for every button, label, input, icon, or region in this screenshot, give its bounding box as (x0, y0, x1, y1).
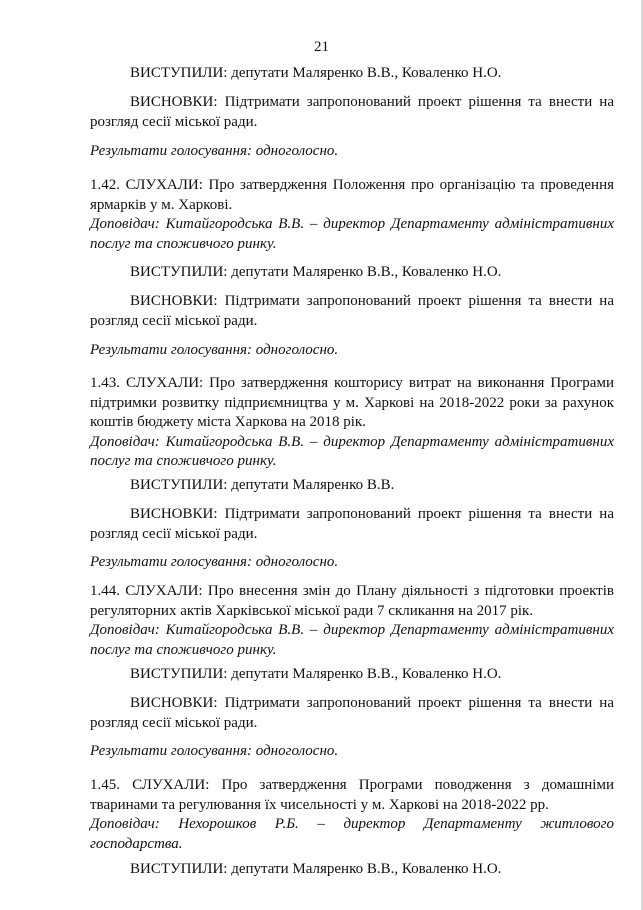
conclusions-paragraph (90, 93, 614, 132)
speakers-text: ВИСТУПИЛИ: депутати Маляренко В.В., Коваленко Н.О. (130, 666, 502, 682)
agenda-item-1-42 (90, 176, 614, 254)
heard-line: 1.42. СЛУХАЛИ: Про затвердження Положення про організацію та проведення (90, 177, 614, 193)
speakers-text: ВИСТУПИЛИ: депутати Маляренко В.В., Коваленко Н.О. (130, 264, 502, 280)
conclusions-paragraph (90, 292, 614, 331)
speakers-line (90, 263, 614, 283)
heard-line: тваринами та регулювання їх чисельності у м. Харкові на 2018-2022 рр. (90, 796, 549, 813)
voting-results-text: Результати голосування: одноголосно. (90, 342, 339, 358)
voting-results-text: Результати голосування: одноголосно. (90, 743, 339, 759)
speakers-line (90, 665, 614, 685)
heard-line: підтримки розвитку підприємництва у м. Харкові на 2018-2022 роки за рахунок (90, 394, 614, 411)
speakers-line (90, 64, 614, 84)
reporter-line: послуг та споживчого ринку. (90, 453, 277, 469)
speakers-line (90, 860, 614, 880)
reporter-line: Доповідач: Китайгородська В.В. – директор Департаменту адміністративних (90, 433, 614, 450)
heard-line: 1.45. СЛУХАЛИ: Про затвердження Програми поводження з домашніми (90, 777, 614, 793)
conclusions-line: ВИСНОВКИ: Підтримати запропонований проект рішення та внести на (130, 94, 614, 110)
conclusions-paragraph (90, 694, 614, 733)
voting-results-text: Результати голосування: одноголосно. (90, 554, 339, 570)
conclusions-line: ВИСНОВКИ: Підтримати запропонований проект рішення та внести на (130, 506, 614, 522)
speakers-text: ВИСТУПИЛИ: депутати Маляренко В.В., Коваленко Н.О. (130, 65, 502, 81)
heard-line: регуляторних актів Харківської міської ради 7 скликання на 2017 рік. (90, 602, 534, 619)
page-number: 21 (314, 39, 329, 55)
agenda-item-1-44 (90, 582, 614, 660)
conclusions-line: ВИСНОВКИ: Підтримати запропонований проект рішення та внести на (130, 695, 614, 711)
conclusions-line: розгляд сесії міської ради. (90, 312, 258, 329)
speakers-line (90, 476, 614, 496)
reporter-line: Доповідач: Китайгородська В.В. – директор Департаменту адміністративних (90, 216, 614, 232)
conclusions-line: ВИСНОВКИ: Підтримати запропонований проект рішення та внести на (130, 293, 614, 309)
conclusions-line: розгляд сесії міської ради. (90, 113, 258, 130)
agenda-item-1-45 (90, 776, 614, 854)
heard-line: 1.43. СЛУХАЛИ: Про затвердження кошторису витрат на виконання Програми (90, 375, 614, 391)
heard-line: 1.44. СЛУХАЛИ: Про внесення змін до Плану діяльності з підготовки проектів (90, 583, 614, 599)
reporter-line: послуг та споживчого ринку. (90, 641, 277, 658)
voting-results (90, 142, 614, 162)
voting-results (90, 341, 614, 361)
voting-results (90, 742, 614, 762)
speakers-text: ВИСТУПИЛИ: депутати Маляренко В.В., Коваленко Н.О. (130, 861, 502, 877)
conclusions-line: розгляд сесії міської ради. (90, 714, 258, 731)
conclusions-line: розгляд сесії міської ради. (90, 525, 258, 542)
voting-results-text: Результати голосування: одноголосно. (90, 143, 339, 159)
agenda-item-1-43 (90, 374, 614, 472)
heard-line: коштів бюджету міста Харкова на 2018 рік. (90, 414, 366, 430)
speakers-text: ВИСТУПИЛИ: депутати Маляренко В.В. (130, 477, 395, 493)
reporter-line: послуг та споживчого ринку. (90, 235, 277, 252)
reporter-line: Доповідач: Нехорошков Р.Б. – директор Департаменту житлового (90, 816, 614, 832)
conclusions-paragraph (90, 505, 614, 544)
heard-line: ярмарків у м. Харкові. (90, 196, 233, 213)
reporter-line: господарства. (90, 835, 183, 852)
voting-results (90, 553, 614, 573)
reporter-line: Доповідач: Китайгородська В.В. – директор Департаменту адміністративних (90, 622, 614, 638)
